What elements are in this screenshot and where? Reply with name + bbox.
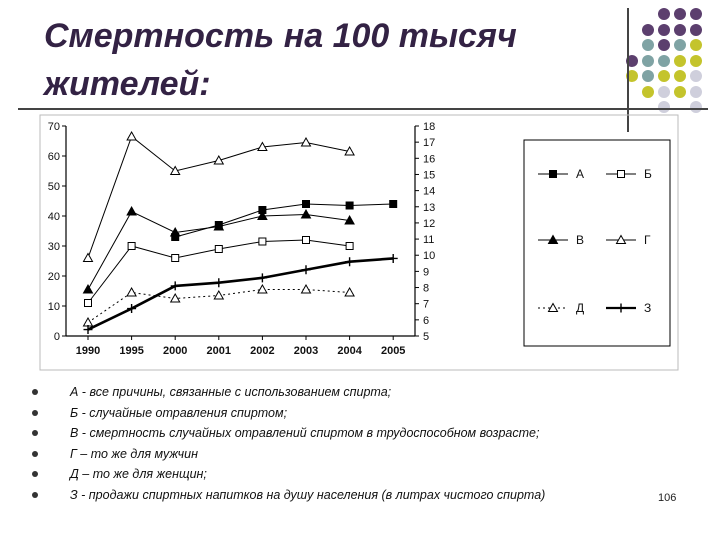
series-point-А <box>303 201 310 208</box>
x-tick-label: 2002 <box>250 345 275 357</box>
legend-label: Г <box>644 233 651 247</box>
x-tick-label: 2004 <box>337 345 362 357</box>
y-left-tick-label: 50 <box>47 181 60 193</box>
bullet-dot <box>32 430 38 436</box>
mortality-chart <box>30 112 690 374</box>
series-point-Д <box>345 288 354 296</box>
y-right-tick-label: 10 <box>423 250 436 263</box>
legend-label: З <box>644 301 652 315</box>
legend-marker <box>550 171 557 178</box>
decorative-dot <box>642 39 654 51</box>
note-text: В - смертность случайных отравлений спиртом в трудоспособном возрасте; <box>70 426 540 441</box>
y-right-tick-label: 17 <box>423 137 436 150</box>
legend-label: Б <box>644 167 652 181</box>
series-point-Б <box>128 243 135 250</box>
decorative-dot <box>674 70 686 82</box>
y-right-tick-label: 5 <box>423 331 430 343</box>
series-point-В <box>84 285 93 293</box>
legend-label: В <box>576 233 585 247</box>
series-point-Б <box>346 243 353 250</box>
horizontal-divider <box>18 108 708 110</box>
series-point-В <box>127 207 136 215</box>
y-right-tick-label: 14 <box>423 185 436 198</box>
decorative-dot <box>690 24 702 36</box>
x-tick-label: 1990 <box>75 345 101 357</box>
y-right-tick-label: 7 <box>423 298 430 311</box>
slide-title <box>44 12 604 108</box>
page-number: 106 <box>658 492 677 504</box>
decorative-dot <box>658 70 670 82</box>
y-left-tick-label: 10 <box>47 301 60 313</box>
x-tick-label: 1995 <box>119 345 144 357</box>
note-text: Г – то же для мужчин <box>70 446 198 461</box>
y-left-tick-label: 30 <box>47 241 60 253</box>
note-text: Д – то же для женщин; <box>70 467 207 482</box>
series-point-Г <box>302 138 311 146</box>
series-point-Б <box>172 255 179 262</box>
decorative-dot <box>674 86 686 98</box>
y-right-tick-label: 6 <box>423 314 430 327</box>
series-point-А <box>390 201 397 208</box>
bullet-dot <box>32 451 38 457</box>
series-point-Г <box>84 254 93 262</box>
y-left-tick-label: 70 <box>47 121 60 133</box>
decorative-dot <box>690 101 702 113</box>
bullet-dot <box>32 492 38 498</box>
title-line-1: Смертность на 100 тысяч <box>44 17 517 55</box>
decorative-dot <box>658 39 670 51</box>
series-point-Б <box>259 238 266 245</box>
decorative-dot <box>674 24 686 36</box>
legend-marker <box>618 171 625 178</box>
series-point-Д <box>127 288 136 296</box>
x-tick-label: 2003 <box>293 345 319 357</box>
title-line-2: жителей: <box>44 65 211 103</box>
decorative-dot <box>658 8 670 20</box>
series-line-А <box>175 204 393 237</box>
decorative-dot <box>642 70 654 82</box>
y-left-tick-label: 20 <box>47 271 60 283</box>
y-right-tick-label: 9 <box>423 266 430 279</box>
y-left-tick-label: 40 <box>47 211 60 223</box>
y-left-tick-label: 60 <box>47 151 60 163</box>
decorative-dot <box>674 39 686 51</box>
series-point-З <box>214 278 223 287</box>
note-item <box>30 464 670 485</box>
note-text: З - продажи спиртных напитков на душу населения (в литрах чистого спирта) <box>70 487 546 502</box>
series-point-З <box>302 265 311 274</box>
y-right-tick-label: 16 <box>423 153 436 166</box>
series-point-А <box>346 202 353 209</box>
series-point-З <box>389 254 398 263</box>
y-right-tick-label: 15 <box>423 169 436 182</box>
y-right-tick-label: 13 <box>423 201 436 214</box>
series-point-Б <box>85 300 92 307</box>
bullet-dot <box>32 410 38 416</box>
bullet-dot <box>32 389 38 395</box>
series-point-Б <box>303 237 310 244</box>
series-point-Д <box>214 291 223 299</box>
y-right-tick-label: 11 <box>423 234 435 247</box>
note-text: А - все причины, связанные с использованием спирта; <box>70 385 392 399</box>
legend-notes-list <box>30 382 670 506</box>
decorative-dot <box>642 86 654 98</box>
series-point-З <box>127 304 136 313</box>
note-item <box>30 382 670 403</box>
y-right-tick-label: 18 <box>423 121 436 133</box>
x-tick-label: 2005 <box>380 345 406 357</box>
decorative-dot <box>690 55 702 67</box>
note-item <box>30 485 670 506</box>
decorative-dot <box>658 55 670 67</box>
decorative-dot <box>642 55 654 67</box>
series-point-В <box>302 210 311 218</box>
series-point-З <box>258 273 267 282</box>
decorative-dot <box>690 86 702 98</box>
series-point-З <box>171 281 180 290</box>
decorative-dot <box>658 24 670 36</box>
series-point-Г <box>127 132 136 140</box>
legend-label: Д <box>576 301 585 315</box>
series-point-Д <box>84 318 93 326</box>
series-point-Б <box>215 246 222 253</box>
y-right-tick-label: 8 <box>423 282 430 295</box>
legend-label: А <box>576 167 585 181</box>
decorative-dot <box>642 24 654 36</box>
note-item <box>30 403 670 424</box>
decorative-dot <box>658 86 670 98</box>
decorative-dot <box>690 8 702 20</box>
decorative-dot <box>690 39 702 51</box>
note-text: Б - случайные отравления спиртом; <box>70 405 288 420</box>
decorative-dot <box>674 55 686 67</box>
series-point-Д <box>258 285 267 293</box>
series-point-З <box>345 257 354 266</box>
decorative-dot <box>690 70 702 82</box>
x-tick-label: 2001 <box>206 345 232 357</box>
x-tick-label: 2000 <box>162 345 188 357</box>
decorative-dot <box>674 8 686 20</box>
bullet-dot <box>32 471 38 477</box>
note-item <box>30 444 670 465</box>
note-item <box>30 423 670 444</box>
y-left-tick-label: 0 <box>53 331 60 343</box>
series-line-Г <box>88 137 350 259</box>
y-right-tick-label: 12 <box>423 217 436 230</box>
